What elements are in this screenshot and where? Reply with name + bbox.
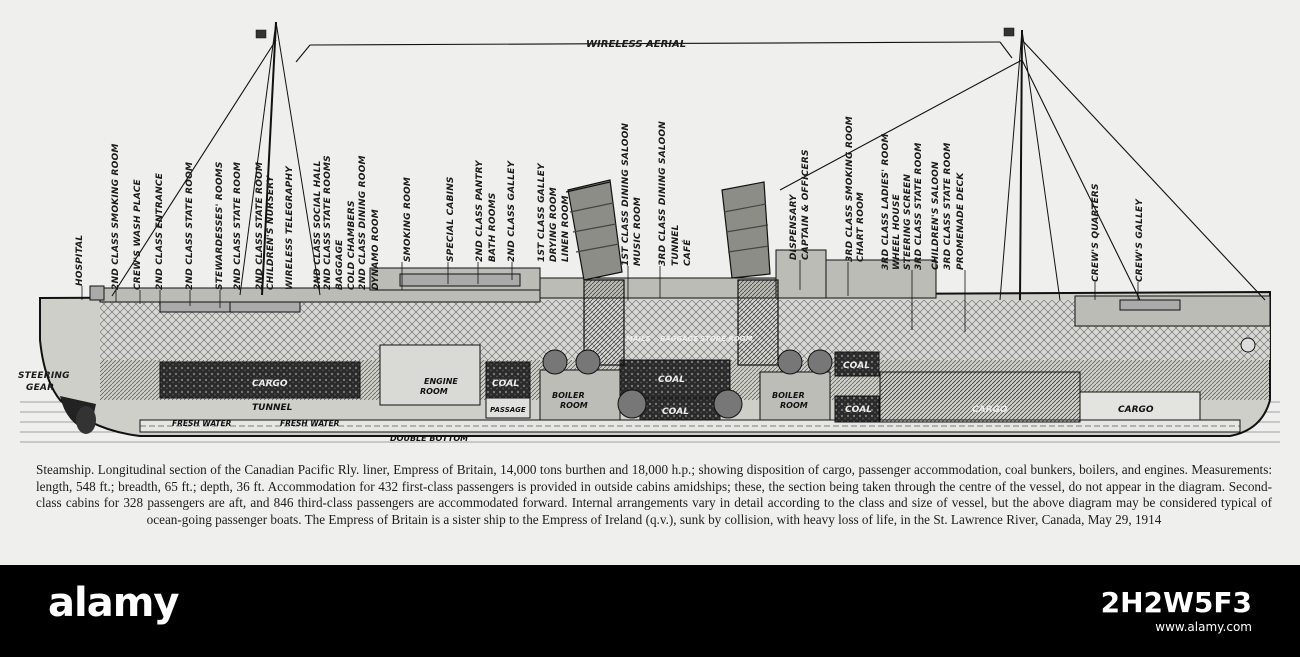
compartment-label: CREW'S QUARTERS	[1091, 183, 1101, 282]
compartment-label: 3RD CLASS SMOKING ROOM	[845, 116, 855, 262]
compartment-label: WHEEL HOUSE	[892, 194, 902, 270]
compartment-label: TUNNEL	[671, 224, 681, 266]
image-meta: www.alamy.com	[1155, 620, 1252, 634]
compartment-label: BATH ROOMS	[488, 192, 498, 262]
compartment-label: CHILDREN'S SALOON	[931, 161, 941, 270]
caption-text: Steamship. Longitudinal section of the Canadian Pacific Rly. liner, Empress of Britain, 14,000 tons burthen and 18,000 h.p.; showing disposition of cargo, passenger accommodation, coal bunkers, boilers, and engines. Measurements: length, 548 ft.; breadth, 65 ft.; depth, 36 ft. Accommodation for 432 first-class passengers is provided in outside cabins amidships; these, the section being taken through the centre of the vessel, do not appear in the diagram. Second-class cabins for 328 passengers are aft, and 846 third-class passengers are accommodated forward. Internal arrangements vary in detail according to the class and size of vessel, but the above diagram may be considered typical of ocean-going passenger boats. The Empress of Britain is a sister ship to the Empress of Ireland (q.v.), sunk by collision, with heavy loss of life, in the St. Lawrence River, Canada, May 29, 1914	[36, 462, 1272, 527]
compartment-label: 2ND CLASS PANTRY	[475, 160, 485, 262]
fresh-water-label-2: FRESH WATER	[280, 419, 340, 428]
passage-label: PASSAGE	[490, 406, 526, 414]
compartment-label: PROMENADE DECK	[956, 172, 966, 270]
compartment-label: 2ND CLASS STATE ROOM	[255, 161, 265, 290]
compartment-label: 3RD CLASS DINING SALOON	[658, 121, 668, 266]
tunnel-label: TUNNEL	[252, 403, 293, 413]
coal-mid-label: COAL	[658, 375, 685, 385]
compartment-label: SPECIAL CABINS	[446, 176, 456, 262]
compartment-label: DRYING ROOM	[549, 187, 559, 262]
compartment-label: 2ND CLASS STATE ROOM	[185, 161, 195, 290]
coal-label-1: COAL	[492, 379, 519, 389]
coal-low-label: COAL	[662, 407, 689, 417]
compartment-label: LINEN ROOM	[561, 195, 571, 262]
cargo-bow-label: CARGO	[1118, 405, 1154, 415]
coal-fwd-lower-label: COAL	[845, 405, 872, 415]
compartment-label: DISPENSARY	[789, 194, 799, 260]
boiler-room-label-2: BOILER ROOM	[772, 391, 808, 410]
compartment-label: 2ND CLASS SOCIAL HALL	[313, 160, 323, 290]
compartment-label: SMOKING ROOM	[403, 176, 413, 262]
boiler-room-label-1: BOILER ROOM	[552, 391, 588, 410]
compartment-label: 3RD CLASS LADIES' ROOM	[881, 133, 891, 270]
baggage-mid-label: BAGGAGE	[660, 335, 699, 343]
steering-gear-label: STEERING GEAR	[18, 371, 70, 393]
compartment-label: 1ST CLASS GALLEY	[537, 163, 547, 262]
mails-label: MAILS	[626, 335, 651, 343]
compartment-label: 3RD CLASS STATE ROOM	[914, 142, 924, 270]
cargo-aft-label: CARGO	[252, 379, 288, 389]
compartment-label: 2ND CLASS STATE ROOM	[233, 161, 243, 290]
cargo-fwd-label: CARGO	[972, 405, 1008, 415]
wireless-aerial-label: WIRELESS AERIAL	[586, 39, 687, 50]
compartment-label: 3RD CLASS STATE ROOM	[943, 142, 953, 270]
compartment-label: 1ST CLASS DINING SALOON	[621, 122, 631, 266]
compartment-label: STEWARDESSES' ROOMS	[215, 161, 225, 290]
image-id: 2H2W5F3	[1100, 586, 1252, 619]
compartment-label: COLD CHAMBERS	[347, 200, 357, 290]
compartment-label: CREW'S WASH PLACE	[133, 179, 143, 290]
compartment-label: 2ND CLASS SMOKING ROOM	[111, 143, 121, 290]
fresh-water-label-1: FRESH WATER	[172, 419, 232, 428]
compartment-label: HOSPITAL	[75, 234, 85, 286]
compartment-label: CAPTAIN & OFFICERS	[801, 149, 811, 260]
compartment-label: 2ND CLASS DINING ROOM	[358, 155, 368, 290]
compartment-label: CHILDREN'S NURSERY	[266, 175, 276, 290]
compartment-label: 2ND CLASS ENTRANCE	[155, 172, 165, 290]
coal-fwd-upper-label: COAL	[843, 361, 870, 371]
compartment-label: CAFÉ	[683, 239, 693, 266]
compartment-label: 2ND CLASS STATE ROOMS	[323, 155, 333, 290]
double-bottom-label: DOUBLE BOTTOM	[390, 434, 469, 443]
store-room-label: STORE ROOM	[700, 335, 753, 343]
compartment-label: BAGGAGE	[335, 239, 345, 290]
compartment-label: 2ND CLASS GALLEY	[507, 160, 517, 262]
brand-logo: alamy	[48, 580, 179, 626]
compartment-label: STEERING SCREEN	[903, 173, 913, 270]
compartment-label: DYNAMO ROOM	[371, 209, 381, 290]
compartment-label: WIRELESS TELEGRAPHY	[285, 166, 295, 290]
compartment-label: MUSIC ROOM	[633, 196, 643, 266]
compartment-label: CREW'S GALLEY	[1135, 198, 1145, 282]
engine-room-label: ENGINE ROOM	[420, 377, 458, 396]
compartment-label: CHART ROOM	[856, 191, 866, 262]
